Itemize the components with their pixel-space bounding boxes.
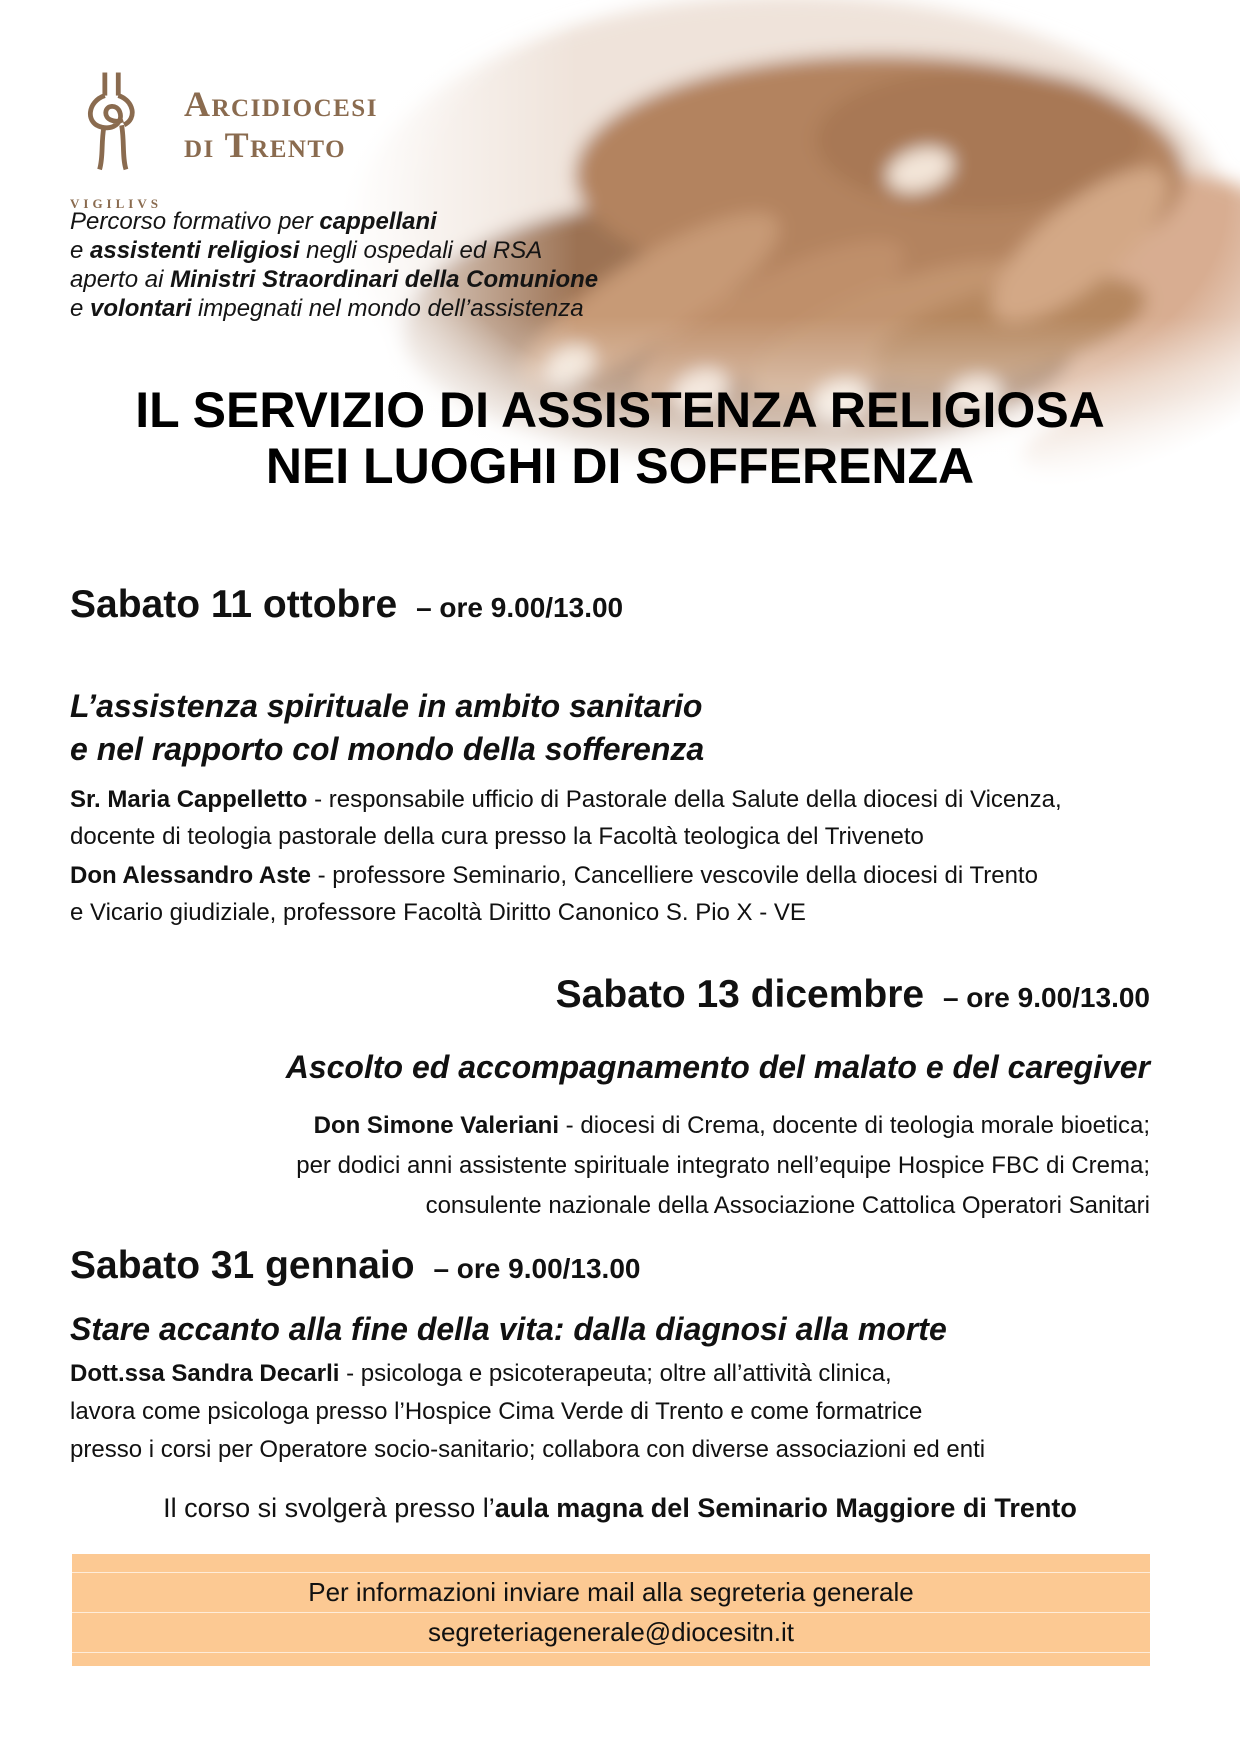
intro-line2-text: e <box>70 237 91 264</box>
session-3-heading <box>70 1244 640 1288</box>
session-2-speaker-1-desc3: consulente nazionale della Associazione Cattolica Operatori Sanitari <box>425 1192 1150 1219</box>
session-3-speaker-1-desc: - psicologa e psicoterapeuta; oltre all’attività clinica, <box>339 1360 892 1387</box>
session-1-speaker-2-desc: - professore Seminario, Cancelliere vescovile della diocesi di Trento <box>310 862 1038 889</box>
logo-motto: VIGILIVS <box>70 196 162 211</box>
session-2-time: – ore 9.00/13.00 <box>942 982 1150 1013</box>
logo-emblem <box>70 52 162 212</box>
session-3-date: Sabato 31 gennaio <box>70 1244 415 1287</box>
session-3-speaker-1-desc3: presso i corsi per Operatore socio-sanitario; collabora con diverse associazioni ed enti <box>70 1436 986 1463</box>
session-2-speaker-1-desc: - diocesi di Crema, docente di teologia morale bioetica; <box>559 1112 1150 1139</box>
session-3-topic <box>70 1308 947 1351</box>
session-1-speaker-2-name: Don Alessandro Aste <box>70 862 311 889</box>
session-2-topic <box>286 1046 1150 1089</box>
session-1-speaker-2 <box>70 857 1038 931</box>
org-name-line1: Arcidiocesi <box>184 84 378 124</box>
session-3-time: – ore 9.00/13.00 <box>433 1253 641 1284</box>
intro-line2-post: negli ospedali ed RSA <box>299 237 543 264</box>
session-3-speaker-1-name: Dott.ssa Sandra Decarli <box>70 1360 340 1387</box>
session-3-speaker-1 <box>70 1355 985 1469</box>
intro-line-4 <box>70 294 598 323</box>
session-1-topic <box>70 685 704 771</box>
session-1-speaker-1 <box>70 781 1062 855</box>
intro-line4-post: impegnati nel mondo dell’assistenza <box>191 295 584 322</box>
session-2-speaker-1-name: Don Simone Valeriani <box>313 1112 560 1139</box>
session-1-speaker-1-name: Sr. Maria Cappelletto <box>70 786 308 813</box>
session-2-speaker-1-desc2: per dodici anni assistente spirituale integrato nell’equipe Hospice FBC di Crema; <box>296 1152 1150 1179</box>
intro-line1-text: Percorso formativo per <box>70 208 320 235</box>
session-1-date: Sabato 11 ottobre <box>70 583 398 626</box>
banner-info-text: Per informazioni inviare mail alla segreteria generale <box>308 1577 914 1607</box>
venue-bold: aula magna del Seminario Maggiore di Trento <box>494 1493 1077 1523</box>
intro-line3-text: aperto ai <box>70 266 171 293</box>
session-2-speaker-1 <box>296 1106 1150 1226</box>
banner-divider <box>72 1652 1150 1653</box>
intro-line4-bold: volontari <box>90 295 192 322</box>
intro-line2-bold: assistenti religiosi <box>90 237 300 264</box>
session-1-speaker-2-desc2: e Vicario giudiziale, professore Facoltà Diritto Canonico S. Pio X - VE <box>70 899 806 926</box>
venue-text: Il corso si svolgerà presso l’ <box>163 1493 495 1523</box>
page-title-line2: NEI LUOGHI DI SOFFERENZA <box>265 438 975 494</box>
intro-line-2 <box>70 236 598 265</box>
session-1-speaker-1-desc2: docente di teologia pastorale della cura presso la Facoltà teologica del Triveneto <box>70 823 924 850</box>
intro-line3-bold: Ministri Straordinari della Comunione <box>170 266 599 293</box>
intro-paragraph <box>70 207 598 323</box>
session-1-topic-line2: e nel rapporto col mondo della sofferenza <box>70 731 705 767</box>
session-1-speaker-1-desc: - responsabile ufficio di Pastorale della Salute della diocesi di Vicenza, <box>307 786 1062 813</box>
banner-email: segreteriagenerale@diocesitn.it <box>427 1617 795 1647</box>
diocese-logo <box>70 52 378 212</box>
session-1-heading <box>70 583 623 627</box>
session-2-heading <box>556 973 1150 1017</box>
intro-line-3 <box>70 265 598 294</box>
intro-line-1 <box>70 207 598 236</box>
session-3-topic-line1: Stare accanto alla fine della vita: dalla diagnosi alla morte <box>70 1311 947 1347</box>
venue-line <box>0 1493 1240 1524</box>
page-title-line1: IL SERVIZIO DI ASSISTENZA RELIGIOSA <box>135 382 1105 438</box>
session-2-date: Sabato 13 dicembre <box>555 973 925 1016</box>
session-1-time: – ore 9.00/13.00 <box>416 592 624 623</box>
info-banner <box>72 1554 1150 1666</box>
session-2-topic-line1: Ascolto ed accompagnamento del malato e del caregiver <box>285 1049 1150 1085</box>
session-3-speaker-1-desc2: lavora come psicologa presso l’Hospice Cima Verde di Trento e come formatrice <box>70 1398 923 1425</box>
session-1-topic-line1: L’assistenza spirituale in ambito sanitario <box>70 688 703 724</box>
vigilius-knot-icon <box>77 52 149 190</box>
org-name-line2: di Trento <box>184 125 347 165</box>
intro-line4-text: e <box>70 295 91 322</box>
org-name <box>184 52 378 166</box>
page-title <box>0 382 1240 494</box>
intro-line1-bold: cappellani <box>319 208 437 235</box>
